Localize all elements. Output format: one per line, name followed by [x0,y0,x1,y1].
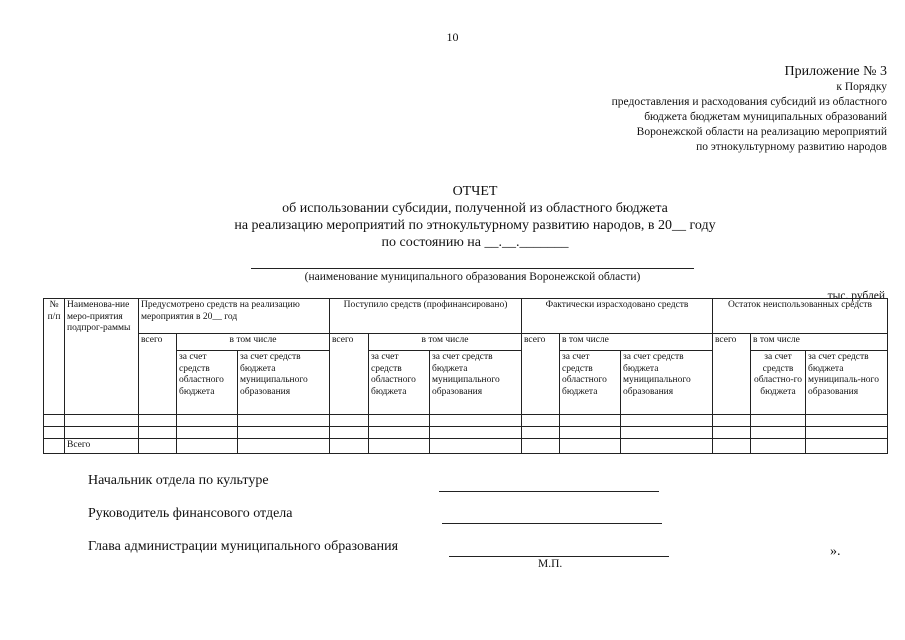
subheader-total: всего [522,334,560,415]
report-line: на реализацию мероприятий по этнокультурному развитию народов, в 20__ году [234,218,716,233]
subheader-municipal: за счет средств бюджета муниципального образования [238,351,330,415]
subheader-regional: за счет средств областного бюджета [560,351,621,415]
report-heading: ОТЧЕТ [452,184,498,199]
subheader-regional: за счет средств областно-го бюджета [751,351,806,415]
signature-label-finance: Руководитель финансового отдела [88,506,293,521]
appendix-block [612,63,887,155]
col-header-num: № п/п [44,299,65,415]
appendix-line: Воронежской области на реализацию мероприятий [636,126,887,138]
appendix-line: к Порядку [836,81,887,93]
report-table [43,298,888,454]
subheader-municipal: за счет средств бюджета муниципального образования [430,351,522,415]
subheader-municipal: за счет средств бюджета муниципаль-ного образования [806,351,888,415]
appendix-line: предоставления и расходования субсидий из областного [611,96,887,108]
report-line: об использовании субсидии, полученной из областного бюджета [282,201,668,216]
total-row-label: Всего [65,439,139,454]
subheader-including: в том числе [560,334,713,351]
units-label: тыс. рублей [827,290,885,302]
table-row [44,427,888,439]
col-header-name: Наименова-ние меро-приятия подпрог-раммы [65,299,139,415]
group-header-balance: Остаток неиспользованных средств [713,299,888,334]
subheader-total: всего [330,334,369,415]
group-header-planned: Предусмотрено средств на реализацию мероприятия в 20__ год [139,299,330,334]
subheader-municipal: за счет средств бюджета муниципального образования [621,351,713,415]
subheader-total: всего [139,334,177,415]
signature-line [449,556,669,557]
group-header-received: Поступило средств (профинансировано) [330,299,522,334]
subheader-including: в том числе [177,334,330,351]
end-mark: ». [830,544,841,559]
stamp-label: М.П. [538,558,563,570]
appendix-title: Приложение № 3 [784,64,887,79]
signature-label-head: Глава администрации муниципального образования [88,539,399,554]
municipality-name-line [251,268,694,269]
group-header-spent: Фактически израсходовано средств [522,299,713,334]
table-row-total [44,439,888,454]
signature-line [439,491,659,492]
signature-line [442,523,662,524]
page-number: 10 [446,30,459,44]
subheader-total: всего [713,334,751,415]
report-title-block [0,183,905,251]
subheader-including: в том числе [369,334,522,351]
signature-label-culture: Начальник отдела по культуре [88,473,269,488]
appendix-line: бюджета бюджетам муниципальных образований [644,111,887,123]
subheader-including: в том числе [751,334,888,351]
table-row [44,415,888,427]
municipality-caption: (наименование муниципального образования Воронежской области) [304,271,641,283]
subheader-regional: за счет средств областного бюджета [369,351,430,415]
report-line: по состоянию на __.__._______ [381,235,569,250]
subheader-regional: за счет средств областного бюджета [177,351,238,415]
appendix-line: по этнокультурному развитию народов [696,141,887,153]
